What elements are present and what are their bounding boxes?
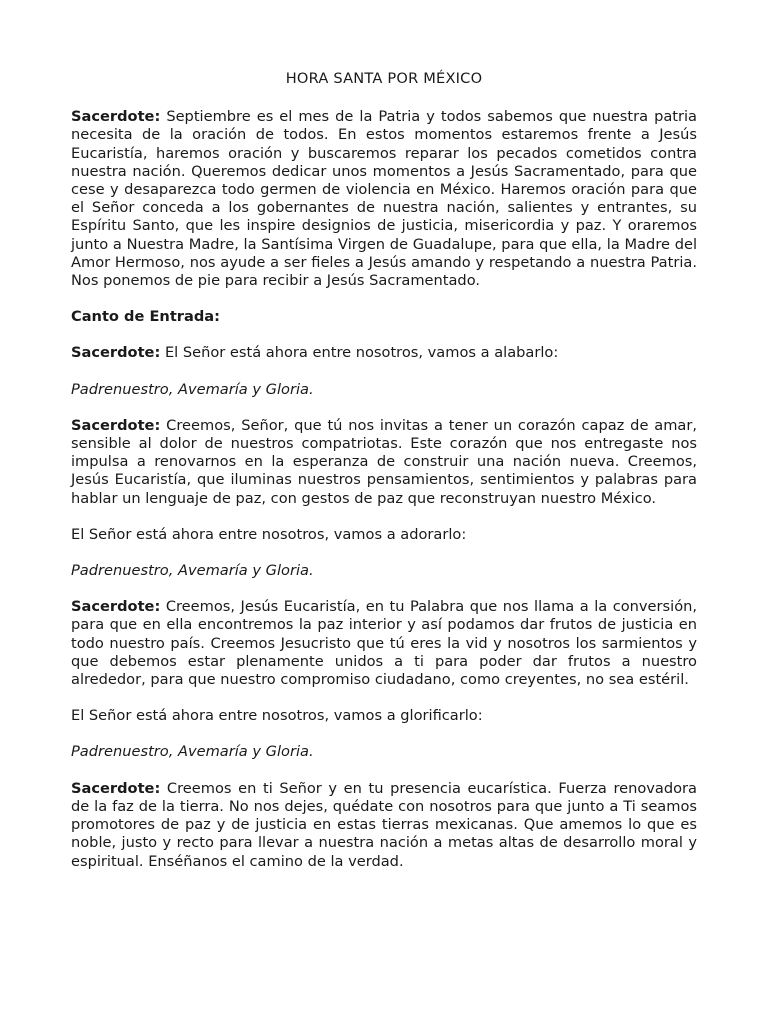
prayer-text: Padrenuestro, Avemaría y Gloria. <box>71 380 314 398</box>
paragraph-text: El Señor está ahora entre nosotros, vamos a alabarlo: <box>164 344 559 362</box>
paragraph-adorarlo <box>71 526 697 544</box>
prayer-line <box>71 743 697 761</box>
speaker-label: Sacerdote: <box>71 108 161 126</box>
speaker-label: Sacerdote: <box>71 344 161 362</box>
paragraph-text: Creemos, Señor, que tú nos invitas a tener un corazón capaz de amar, sensible al dolor de nuestros compatriotas. Este corazón que nos entregaste nos impulsa a renovarnos en la esperanza de construir una nación nueva. Creemos, Jesús Eucaristía, que iluminas nuestros pensamientos, sentimientos y palabras para hablar un lenguaje de paz, con gestos de paz que reconstruyan nuestro México. <box>71 416 698 507</box>
paragraph-text: Creemos, Jesús Eucaristía, en tu Palabra que nos llama a la conversión, para que en ella encontremos la paz interior y así podamos dar frutos de justicia en todo nuestro país. Creemos Jesucristo que tú eres la vid y nosotros los sarmientos y que debemos estar plenamente unidos a ti para poder dar frutos a nuestro alrededor, para que nuestro compromiso ciudadano, como creyentes, no sea estéril. <box>71 598 698 689</box>
prayer-line <box>71 562 697 580</box>
document-page <box>71 70 697 889</box>
paragraph-intro <box>71 108 697 290</box>
paragraph-palabra <box>71 598 697 689</box>
heading-canto-entrada: Canto de Entrada: <box>71 308 220 326</box>
prayer-text: Padrenuestro, Avemaría y Gloria. <box>71 743 314 761</box>
prayer-text: Padrenuestro, Avemaría y Gloria. <box>71 562 314 580</box>
speaker-label: Sacerdote: <box>71 416 161 434</box>
paragraph-text: El Señor está ahora entre nosotros, vamos a adorarlo: <box>71 525 467 543</box>
paragraph-text: El Señor está ahora entre nosotros, vamos a glorificarlo: <box>71 707 483 725</box>
paragraph-presencia <box>71 780 697 871</box>
paragraph-alabarlo <box>71 344 697 362</box>
speaker-label: Sacerdote: <box>71 598 161 616</box>
prayer-line <box>71 381 697 399</box>
speaker-label: Sacerdote: <box>71 779 161 797</box>
paragraph-corazon <box>71 417 697 508</box>
paragraph-text: Creemos en ti Señor y en tu presencia eucarística. Fuerza renovadora de la faz de la tierra. No nos dejes, quédate con nosotros para que junto a Ti seamos promotores de paz y de justicia en estas tierras mexicanas. Que amemos lo que es noble, justo y recto para llevar a nuestra nación a metas altas de desarrollo moral y espiritual. Enséñanos el camino de la verdad. <box>71 779 697 870</box>
section-heading <box>71 308 697 326</box>
paragraph-glorificarlo <box>71 707 697 725</box>
paragraph-text: Septiembre es el mes de la Patria y todos sabemos que nuestra patria necesita de la oración de todos. En estos momentos estaremos frente a Jesús Eucaristía, haremos oración y buscaremos reparar los pecados cometidos contra nuestra nación. Queremos dedicar unos momentos a Jesús Sacramentado, para que cese y desaparezca todo germen de violencia en México. Haremos oración para que el Señor conceda a los gobernantes de nuestra nación, salientes y entrantes, su Espíritu Santo, que les inspire designios de justicia, misericordia y paz. Y oraremos junto a Nuestra Madre, la Santísima Virgen de Guadalupe, para que ella, la Madre del Amor Hermoso, nos ayude a ser fieles a Jesús amando y respetando a nuestra Patria. Nos ponemos de pie para recibir a Jesús Sacramentado. <box>71 108 698 290</box>
document-title: HORA SANTA POR MÉXICO <box>285 70 483 87</box>
